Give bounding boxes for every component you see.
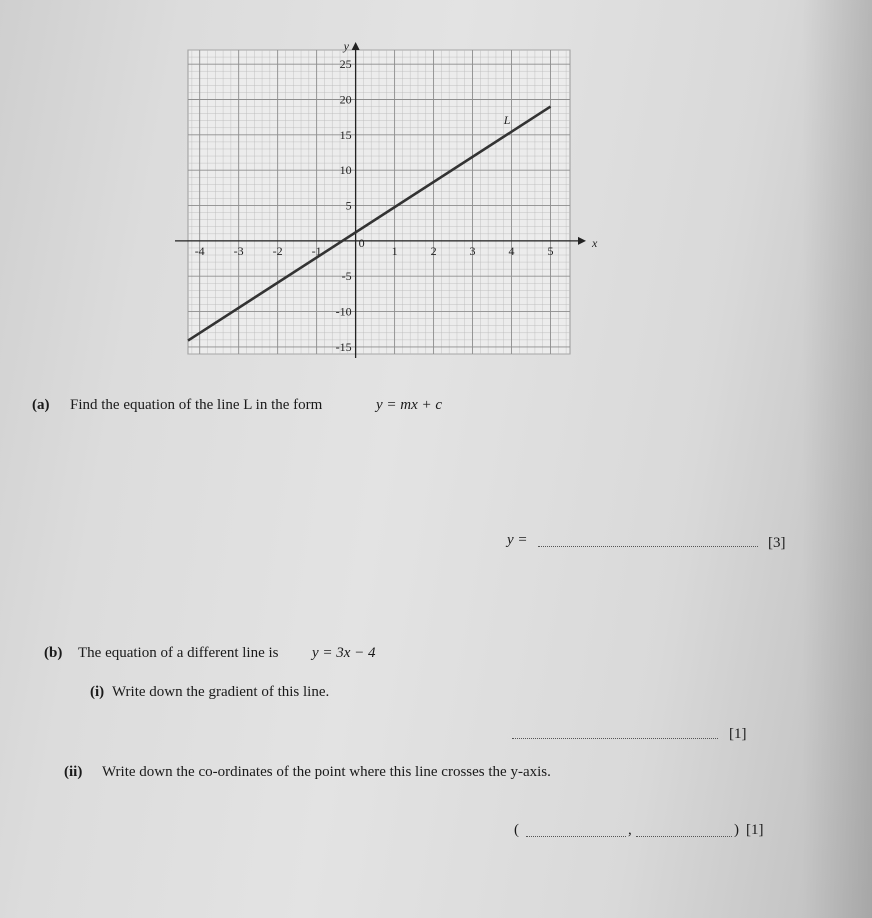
question-b-text: The equation of a different line is [78, 645, 279, 661]
question-a-form: y = mx + c [376, 397, 443, 413]
answer-i-field[interactable] [512, 738, 718, 739]
line-graph [170, 39, 598, 370]
x-axis-label: x [592, 235, 598, 250]
question-b-equation: y = 3x − 4 [312, 645, 376, 661]
y-tick-label: -5 [341, 269, 352, 284]
y-tick-label: 20 [339, 92, 352, 107]
y-tick-label: 15 [339, 127, 352, 142]
x-tick-label: -1 [311, 243, 322, 258]
y-tick-label: 10 [339, 163, 352, 178]
part-ii-label: (ii) [64, 764, 83, 780]
x-tick-label: 2 [430, 243, 437, 258]
line-label-L: L [503, 113, 511, 128]
coordinate-close-paren: ) [734, 822, 739, 838]
x-axis-arrow [578, 237, 586, 245]
part-i-marks: [1] [729, 726, 747, 742]
page-shadow [802, 0, 872, 918]
x-tick-label: 5 [547, 243, 554, 258]
question-a-marks: [3] [768, 535, 786, 551]
part-ii-text: Write down the co-ordinates of the point where this line crosses the y-axis. [102, 764, 551, 780]
y-axis-arrow [352, 42, 360, 50]
y-tick-label: 5 [345, 198, 352, 213]
y-tick-label: -15 [335, 339, 352, 354]
x-coordinate-field[interactable] [526, 836, 626, 837]
y-tick-label: 25 [339, 57, 352, 72]
x-tick-label: -2 [272, 243, 283, 258]
part-i-label: (i) [90, 684, 105, 700]
grid-lines [188, 50, 570, 354]
answer-a-prefix: y = [507, 532, 528, 548]
x-tick-label: 4 [508, 243, 515, 258]
coordinate-open-paren: ( [514, 822, 519, 838]
y-axis-label: y [343, 39, 349, 53]
question-a-label: (a) [32, 397, 50, 413]
answer-a-field[interactable] [538, 546, 758, 547]
part-ii-marks: [1] [746, 822, 764, 838]
x-tick-label: -4 [194, 243, 205, 258]
question-a-text: Find the equation of the line L in the form [70, 397, 323, 413]
question-b-label: (b) [44, 645, 63, 661]
x-tick-label: 0 [358, 235, 365, 250]
y-coordinate-field[interactable] [636, 836, 732, 837]
x-tick-label: 3 [469, 243, 476, 258]
x-tick-label: -3 [233, 243, 244, 258]
coordinate-comma: , [628, 822, 632, 838]
x-tick-label: 1 [391, 243, 398, 258]
y-tick-label: -10 [335, 304, 352, 319]
part-i-text: Write down the gradient of this line. [112, 684, 330, 700]
